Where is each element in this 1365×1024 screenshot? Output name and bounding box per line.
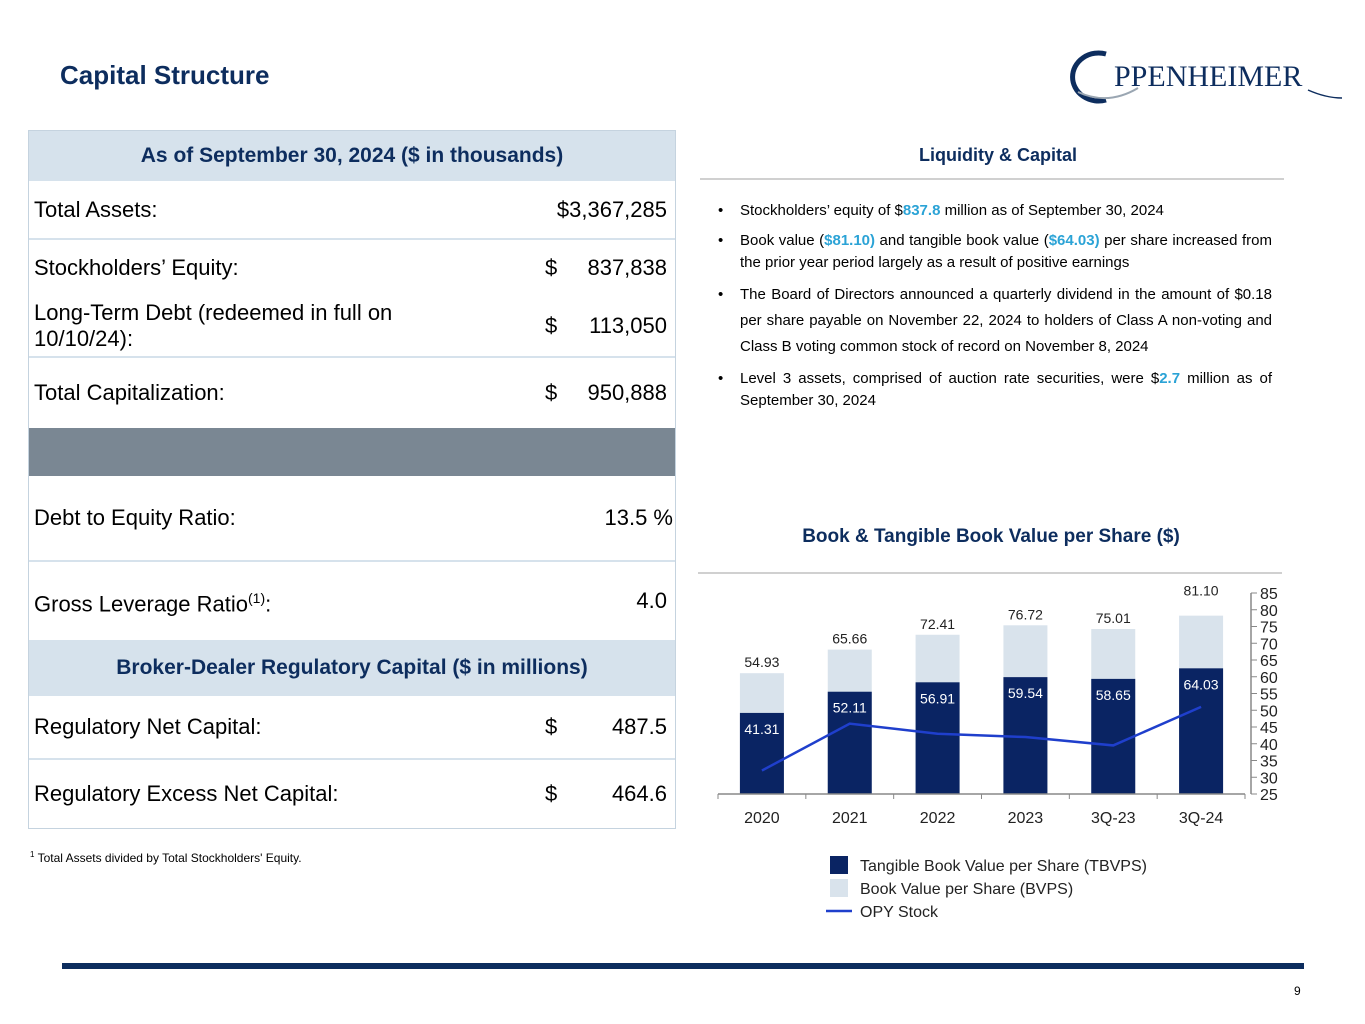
legend-swatch-tbvps bbox=[830, 856, 848, 874]
row-value: 464.6 bbox=[611, 781, 667, 806]
y-tick-label: 55 bbox=[1260, 686, 1278, 704]
bd-header-text: Broker-Dealer Regulatory Capital ($ in millions) bbox=[116, 656, 588, 679]
y-tick-label: 65 bbox=[1260, 653, 1278, 670]
chart-rule bbox=[698, 572, 1282, 574]
y-tick-label: 35 bbox=[1260, 753, 1278, 771]
row-dollar: $ bbox=[545, 255, 558, 280]
row-label: Stockholders’ Equity: bbox=[34, 255, 239, 280]
oppenheimer-logo bbox=[1068, 48, 1344, 104]
bd-header bbox=[29, 640, 675, 696]
row-label: Debt to Equity Ratio: bbox=[34, 505, 236, 530]
x-tick-label: 2021 bbox=[831, 810, 868, 827]
label-tbvps: 64.03 bbox=[1183, 676, 1219, 693]
liquidity-bullets bbox=[718, 200, 1272, 420]
y-tick-label: 25 bbox=[1260, 787, 1278, 804]
y-tick-label: 30 bbox=[1260, 770, 1278, 788]
table-row bbox=[29, 181, 675, 240]
table-row bbox=[29, 760, 675, 828]
label-tbvps: 56.91 bbox=[920, 690, 956, 707]
y-tick-label: 60 bbox=[1260, 669, 1278, 687]
table-row bbox=[29, 476, 675, 562]
row-value: 13.5 % bbox=[604, 505, 673, 530]
y-tick-label: 80 bbox=[1260, 602, 1278, 620]
page-title: Capital Structure bbox=[60, 60, 270, 90]
table-row bbox=[29, 296, 675, 358]
x-tick-label: 3Q-24 bbox=[1178, 810, 1224, 827]
divider-band bbox=[29, 428, 675, 476]
y-tick-label: 85 bbox=[1260, 586, 1278, 603]
label-tbvps: 58.65 bbox=[1095, 686, 1131, 703]
page-number: 9 bbox=[1294, 984, 1301, 998]
row-label: Total Capitalization: bbox=[34, 380, 225, 405]
bullet-dividend: • The Board of Directors announced a quarterly dividend in the amount of $0.18 per share payable on November 22, 2024 to holders of Class A non-voting and Class B voting common stock of record on November 8, 2024 bbox=[718, 282, 1272, 360]
x-tick-label: 3Q-23 bbox=[1091, 810, 1136, 827]
x-tick-label: 2020 bbox=[744, 810, 780, 827]
row-value: $3,367,285 bbox=[556, 196, 667, 222]
label-bvps: 54.93 bbox=[744, 654, 780, 671]
row-dollar: $ bbox=[545, 313, 558, 338]
row-value: 4.0 bbox=[636, 588, 667, 613]
row-label: Total Assets: bbox=[34, 196, 158, 222]
label-bvps: 81.10 bbox=[1183, 582, 1219, 599]
liquidity-title: Liquidity & Capital bbox=[918, 145, 1077, 165]
label-tbvps: 52.11 bbox=[832, 699, 867, 716]
legend-label: Tangible Book Value per Share (TBVPS) bbox=[860, 858, 1147, 875]
table-row bbox=[29, 240, 675, 296]
y-tick-label: 50 bbox=[1260, 703, 1278, 721]
label-bvps: 65.66 bbox=[832, 630, 868, 647]
y-tick-label: 70 bbox=[1260, 636, 1278, 654]
table-row bbox=[29, 696, 675, 760]
x-tick-label: 2022 bbox=[919, 810, 956, 827]
label-tbvps: 59.54 bbox=[1007, 685, 1043, 702]
y-tick-label: 75 bbox=[1260, 619, 1278, 637]
row-value: 487.5 bbox=[611, 714, 667, 739]
label-bvps: 72.41 bbox=[920, 615, 956, 632]
row-label: Gross Leverage Ratio$^{(1)}$: bbox=[34, 589, 272, 617]
table-row bbox=[29, 562, 675, 640]
row-label: Regulatory Excess Net Capital: bbox=[34, 781, 339, 806]
row-value: 950,888 bbox=[587, 380, 667, 405]
row-value: 113,050 bbox=[589, 313, 667, 338]
label-tbvps: 41.31 bbox=[744, 720, 780, 737]
x-tick-label: 2023 bbox=[1007, 810, 1044, 827]
label-bvps: 75.01 bbox=[1095, 610, 1131, 627]
label-bvps: 76.72 bbox=[1007, 606, 1043, 623]
bullet-level3: • Level 3 assets, comprised of auction rate securities, were $2.7 million as of September 30, 2024 bbox=[718, 368, 1272, 412]
footnote: $^1$ Total Assets divided by Total Stockholders' Equity. bbox=[30, 850, 302, 865]
row-value: 837,838 bbox=[587, 255, 667, 280]
logo-text: PPENHEIMER bbox=[1114, 60, 1303, 93]
legend-label: OPY Stock bbox=[860, 904, 938, 921]
capital-table bbox=[28, 130, 676, 829]
row-dollar: $ bbox=[545, 714, 558, 739]
row-dollar: $ bbox=[545, 380, 558, 405]
row-label: Regulatory Net Capital: bbox=[34, 714, 262, 739]
row-label-line1: Long-Term Debt (redeemed in full on bbox=[34, 300, 393, 325]
book-value-chart bbox=[700, 580, 1300, 925]
legend-swatch-bvps bbox=[830, 879, 848, 897]
chart-title: Book & Tangible Book Value per Share ($) bbox=[802, 526, 1180, 547]
y-tick-label: 45 bbox=[1260, 720, 1278, 737]
legend-label: Book Value per Share (BVPS) bbox=[860, 881, 1074, 898]
table-row bbox=[29, 358, 675, 428]
liquidity-rule bbox=[700, 178, 1284, 180]
row-label bbox=[34, 300, 392, 352]
bottom-bar bbox=[62, 963, 1304, 969]
bullet-equity: • Stockholders’ equity of $837.8 million as of September 30, 2024 bbox=[718, 200, 1272, 222]
row-dollar: $ bbox=[545, 781, 558, 806]
row-label-line2: 10/10/24): bbox=[34, 326, 134, 351]
table-header-text: As of September 30, 2024 ($ in thousands) bbox=[140, 144, 564, 167]
table-header bbox=[29, 131, 675, 181]
y-tick-label: 40 bbox=[1260, 736, 1278, 754]
bullet-book-value: • Book value ($81.10) and tangible book value ($64.03) per share increased from the prior year period largely as a result of positive earnings bbox=[718, 230, 1272, 274]
